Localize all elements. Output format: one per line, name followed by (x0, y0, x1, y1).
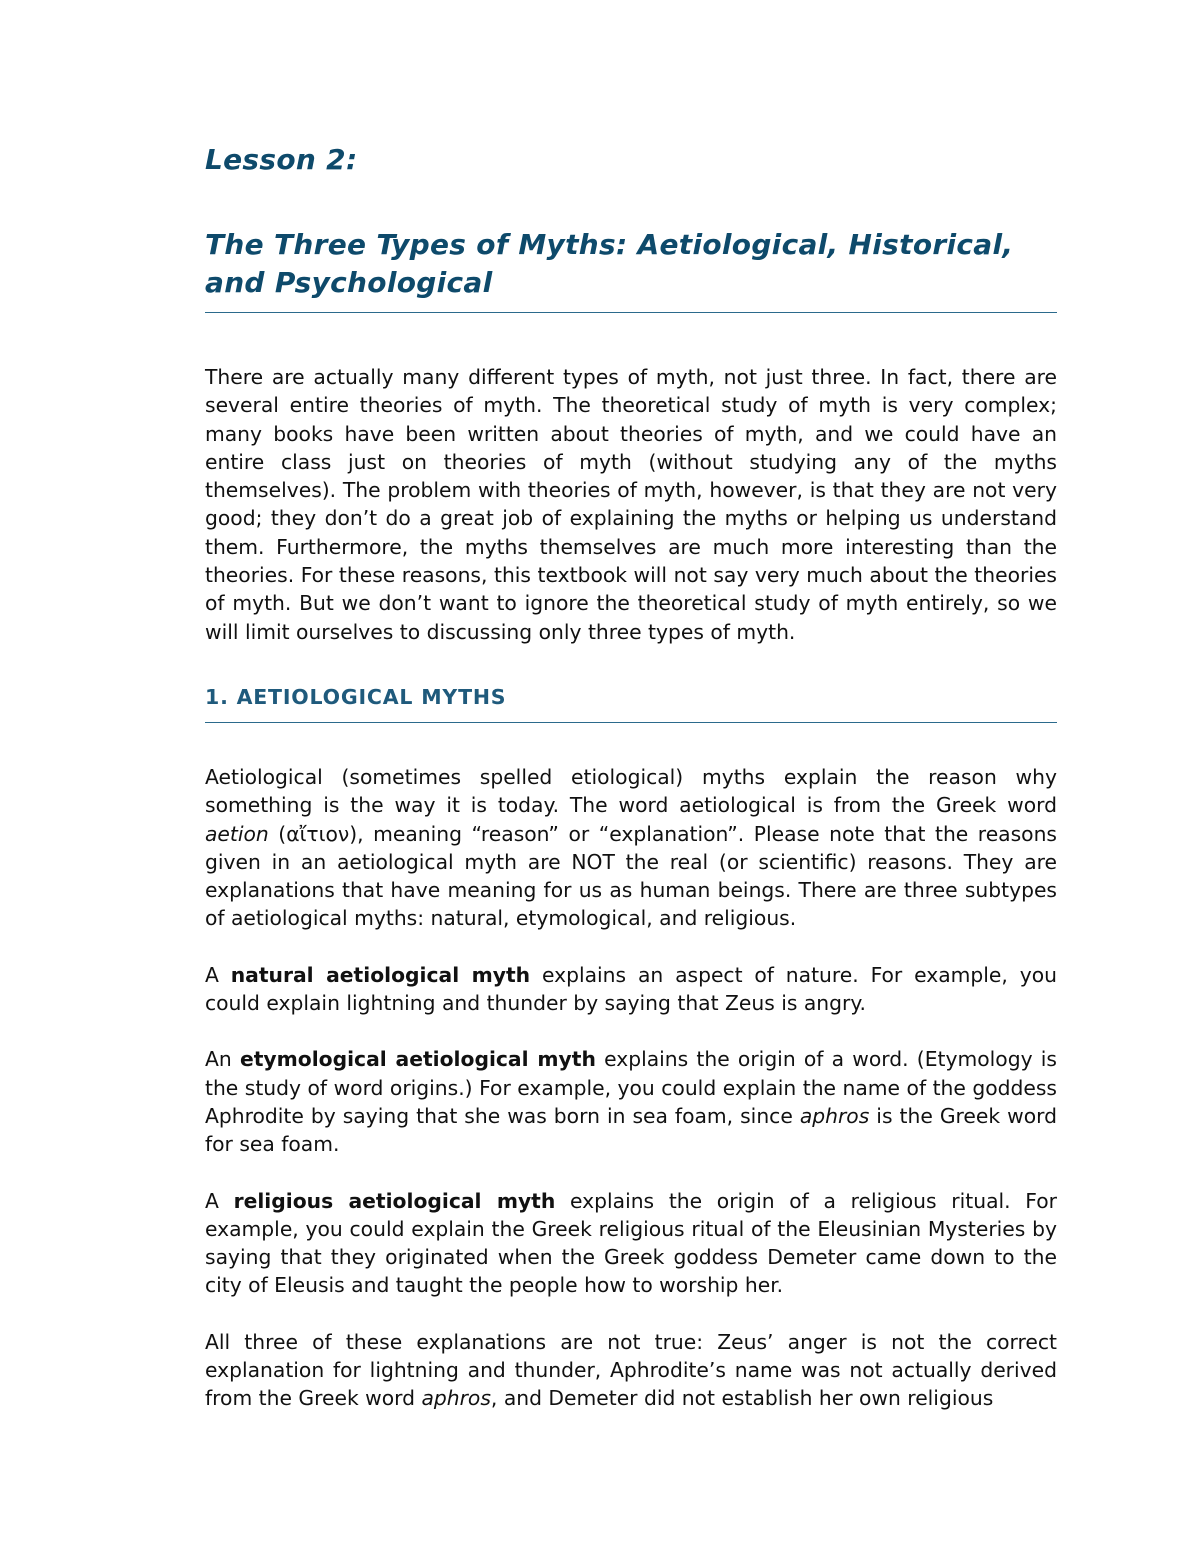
text-run: A (205, 1188, 234, 1213)
summary-paragraph (205, 1328, 1057, 1413)
italic-term: aphros (421, 1386, 491, 1411)
text-run: explains an aspect of nature. For example, you could explain lightning and thunder by saying that Zeus is angry. (205, 962, 1057, 1016)
text-run: is the Greek word for sea foam. (205, 1103, 1057, 1157)
section-heading-aetiological: 1. AETIOLOGICAL MYTHS (205, 683, 1057, 723)
natural-myth-paragraph (205, 961, 1057, 1018)
italic-term: aphros (799, 1103, 870, 1128)
italic-term: aetion (205, 821, 269, 846)
document-page (205, 140, 1057, 1413)
text-run: A (205, 962, 231, 987)
aetiological-definition-paragraph (205, 763, 1057, 933)
text-run: An (205, 1047, 240, 1072)
lesson-label: Lesson 2: (205, 143, 358, 176)
bold-term: etymological aetiological myth (239, 1047, 596, 1072)
text-run: All three of these explanations are not true: Zeus’ anger is not the correct explanation for lightning and thunder, Aphrodite’s name was not actually derived from the Greek word (205, 1329, 1057, 1411)
text-run: (αἴτιον), meaning “reason” or “explanation”. Please note that the reasons given in an aetiological myth are NOT the real (or scientific) reasons. They are explanations that have meaning for us as human beings. There are three subtypes of aetiological myths: natural, etymological, and religious. (205, 821, 1057, 931)
bold-term: natural aetiological myth (230, 962, 531, 987)
text-run: explains the origin of a word. (Etymology is the study of word origins.) For example, you could explain the name of the goddess Aphrodite by saying that she was born in sea foam, since (205, 1047, 1057, 1128)
text-run: , and Demeter did not establish her own religious (490, 1386, 994, 1411)
etymological-myth-paragraph (205, 1045, 1057, 1158)
text-run: Aetiological (sometimes spelled etiological) myths explain the reason why something is the way it is today. The word aetiological is from the Greek word (205, 764, 1057, 818)
text-run: explains the origin of a religious ritual. For example, you could explain the Greek religious ritual of the Eleusinian Mysteries by saying that they originated when the Greek goddess Demeter came down to the city of Eleusis and taught the people how to worship her. (205, 1188, 1057, 1298)
intro-paragraph: There are actually many different types of myth, not just three. In fact, there are several entire theories of myth. The theoretical study of myth is very complex; many books have been written about theories of myth, and we could have an entire class just on theories of myth (without studying any of the myths themselves). The problem with theories of myth, however, is that they are not very good; they don’t do a great job of explaining the myths or helping us understand them. Furthermore, the myths themselves are much more interesting than the theories. For these reasons, this textbook will not say very much about the theories of myth. But we don’t want to ignore the theoretical study of myth entirely, so we will limit ourselves to discussing only three types of myth. (205, 365, 1057, 644)
lesson-title: The Three Types of Myths: Aetiological, Historical, and Psychological (205, 226, 1057, 313)
bold-term: religious aetiological myth (233, 1188, 556, 1213)
religious-myth-paragraph (205, 1187, 1057, 1300)
